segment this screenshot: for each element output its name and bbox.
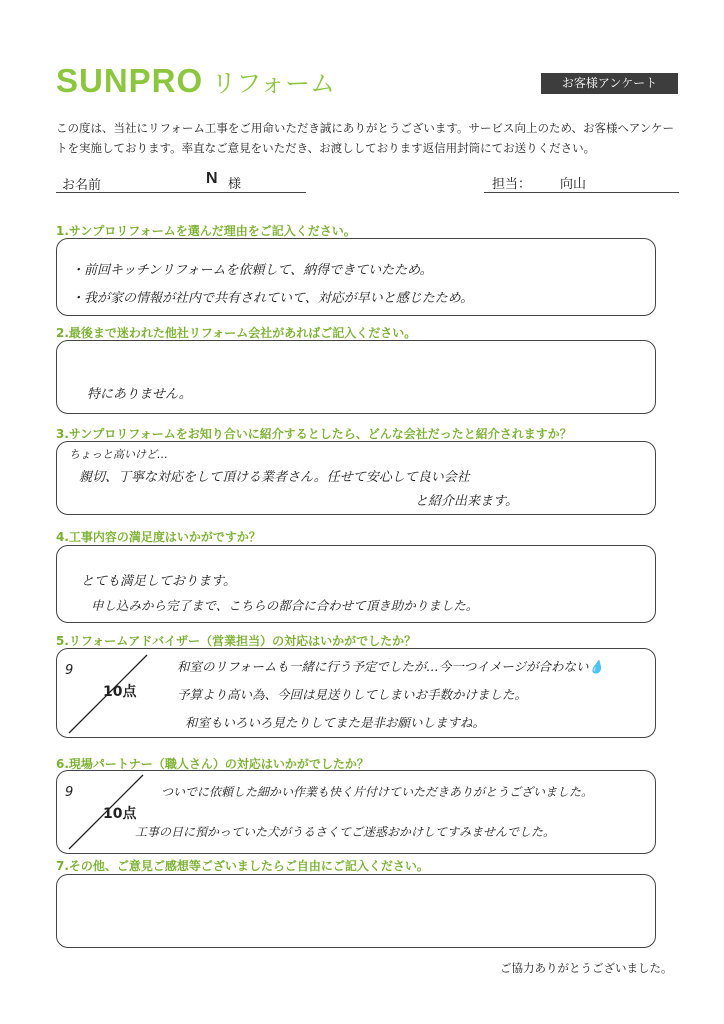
answer-3-line-2: 親切、丁寧な対応をして頂ける業者さん。任せて安心して良い会社 <box>79 470 470 485</box>
logo-subtitle: リフォーム <box>211 69 335 98</box>
question-7-title: 7.その他、ご意見ご感想等ございましたらご自由にご記入ください。 <box>56 859 429 873</box>
logo-brand: SUNPRO <box>56 62 204 99</box>
answer-box-1 <box>56 238 656 316</box>
answer-1-line-2: ・我が家の情報が社内で共有されていて、対応が早いと感じたため。 <box>71 291 474 306</box>
answer-3-line-3: と紹介出来ます。 <box>415 494 518 509</box>
name-label: お名前 <box>62 178 102 193</box>
answer-6-line-1: ついでに依頼した細かい作業も快く片付けていただきありがとうございました。 <box>161 785 594 799</box>
question-1-title: 1.サンプロリフォームを選んだ理由をご記入ください。 <box>56 224 356 238</box>
rating-6-points-label: 10点 <box>103 806 137 822</box>
answer-box-2 <box>56 340 656 414</box>
answer-5-line-2: 予算より高い為、今回は見送りしてしまいお手数かけました。 <box>177 687 528 702</box>
name-suffix: 様 <box>228 177 242 192</box>
intro-text: この度は、当社にリフォーム工事をご用命いただき誠にありがとうございます。サービス向上のため、お客様へアンケートを実施しております。率直なご意見をいただき、お渡ししております返信用封筒にてお送りください。 <box>56 121 675 155</box>
staff-row <box>484 170 679 193</box>
rating-6-score: 9 <box>65 785 74 800</box>
staff-value: 向山 <box>560 177 587 192</box>
question-3-title: 3.サンプロリフォームをお知り合いに紹介するとしたら、どんな会社だったと紹介されますか？ <box>56 427 572 441</box>
question-6-title: 6.現場パートナー（職人さん）の対応はいかがでしたか？ <box>56 757 369 771</box>
answer-6-line-2: 工事の日に預かっていた犬がうるさくてご迷惑おかけしてすみませんでした。 <box>135 825 556 839</box>
staff-label: 担当： <box>492 177 532 192</box>
company-logo <box>56 62 335 100</box>
answer-box-3 <box>56 441 656 515</box>
customer-name-row <box>56 170 306 193</box>
answer-box-6 <box>56 770 656 854</box>
thank-you-text: ご協力ありがとうございました。 <box>500 961 673 975</box>
rating-5-score: 9 <box>65 663 74 678</box>
answer-4-line-1: とても満足しております。 <box>81 574 236 589</box>
answer-3-line-1: ちょっと高いけど… <box>69 448 168 461</box>
answer-box-4 <box>56 545 656 623</box>
answer-box-5 <box>56 648 656 738</box>
name-value: N <box>206 170 218 187</box>
question-5-title: 5.リフォームアドバイザー（営業担当）の対応はいかがでしたか？ <box>56 634 417 648</box>
answer-box-7 <box>56 874 656 948</box>
answer-2-line-1: 特にありません。 <box>87 387 192 402</box>
rating-5-points-label: 10点 <box>103 684 137 700</box>
question-2-title: 2.最後まで迷われた他社リフォーム会社があればご記入ください。 <box>56 326 417 340</box>
survey-badge: お客様アンケート <box>541 73 678 94</box>
question-4-title: 4.工事内容の満足度はいかがですか？ <box>56 530 261 544</box>
answer-4-line-2: 申し込みから完了まで、こちらの都合に合わせて頂き助かりました。 <box>91 598 479 613</box>
answer-5-line-3: 和室もいろいろ見たりしてまた是非お願いしますね。 <box>185 715 486 730</box>
rating-5 <box>57 649 149 737</box>
rating-6 <box>57 771 149 853</box>
answer-1-line-1: ・前回キッチンリフォームを依頼して、納得できていたため。 <box>71 263 433 278</box>
answer-5-line-1: 和室のリフォームも一緒に行う予定でしたが…今一つイメージが合わない💧 <box>177 659 605 674</box>
